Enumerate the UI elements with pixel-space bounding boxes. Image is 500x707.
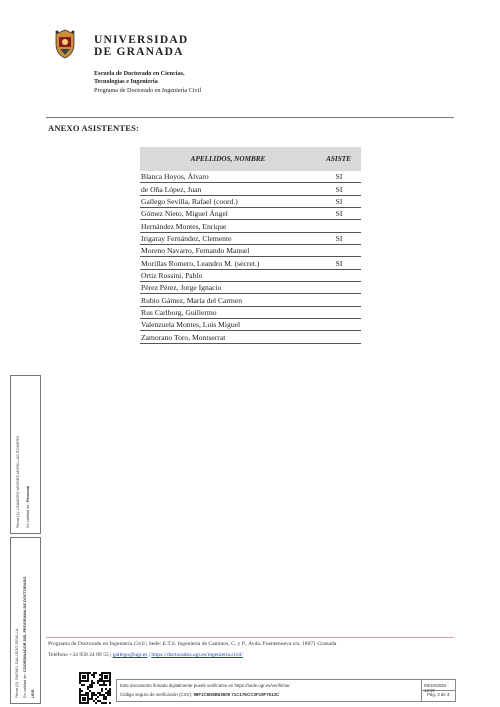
attendee-attend: SI [316,232,361,244]
table-row [140,245,361,257]
attendee-attend [316,331,361,343]
signature-1-role-value: Personal [25,485,30,503]
qr-code-icon [79,672,111,704]
signature-2-line3: UGR [30,689,35,698]
signature-box-1 [10,375,41,534]
table-row [140,183,361,195]
table-row [140,306,361,318]
attendee-attend [316,282,361,294]
footer-email-link[interactable]: gallego@ugr.es [112,652,148,658]
university-name-line1: UNIVERSIDAD [94,34,189,46]
attendee-name: Ortiz Rossini, Pablo [140,269,316,281]
attendee-name: Rus Carlborg, Guillermo [140,306,316,318]
attendee-name: Morillas Romero, Leandro M. (secret.) [140,257,316,269]
attendee-name: Pérez Pérez, Jorge Ignacio [140,282,316,294]
signature-2-line2 [22,577,27,698]
footer-web-link[interactable]: https://doctorados.ugr.es/ingenieria.civil/ [151,652,243,658]
attendee-name: Valenzuela Montes, Luis Miguel [140,319,316,331]
attendee-attend [316,269,361,281]
signature-1-role-label: En calidad de: [25,503,30,528]
school-block [94,70,201,95]
table-row [140,257,361,269]
attendee-attend: SI [316,208,361,220]
attendee-attend [316,220,361,232]
col-header-name: APELLIDOS, NOMBRE [140,147,316,171]
attendee-attend [316,294,361,306]
school-line2: Tecnologías e Ingeniería [94,78,158,86]
attendee-attend: SI [316,171,361,183]
attendee-name: de Oña López, Juan [140,183,316,195]
signature-1-line1: Firma (1): LEANDRO MOISES MORILLAS ROMERO [15,435,20,528]
table-row [140,294,361,306]
school-line1: Escuela de Doctorado en Ciencias, [94,70,185,77]
header-divider [46,117,454,118]
attendee-attend [316,319,361,331]
attendee-attend: SI [316,257,361,269]
table-row [140,331,361,343]
attendee-attend [316,245,361,257]
signature-box-2 [10,537,41,704]
footer-address: Programa de Doctorado en Ingeniería Civil | Sede: E.T.S. Ingeniería de Caminos, C. y P., Avda. Fuentenueva s/n, 18071 Granada [48,641,337,647]
table-row [140,195,361,207]
table-row [140,220,361,232]
page-number: Pág. 3 de 3 [427,692,450,697]
attendee-name: Rubio Gámez, María del Carmen [140,294,316,306]
university-seal-icon [50,28,80,60]
attendee-attend: SI [316,195,361,207]
table-row [140,171,361,183]
attendee-name: Gómez Nieto, Miguel Ángel [140,208,316,220]
signature-2-role-label: En calidad de: [22,673,27,698]
footer-separator: | [148,652,150,658]
attendee-name: Zamorano Toro, Montserrat [140,331,316,343]
csv-label: Código seguro de verificación (CSV): [120,692,193,697]
attendee-name: Hernández Montes, Enrique [140,220,316,232]
program-line: Programa de Doctorado en Ingeniería Civil [94,86,202,94]
verification-text: Este documento firmado digitalmente puede verificarse en https://sede.ugr.es/verifirma/ [120,683,290,688]
csv-code: 98F1C8D8B63609 71C17ECC3F19F7613C [193,692,280,697]
annex-title: ANEXO ASISTENTES: [48,123,140,133]
table-row [140,319,361,331]
footer-divider [46,637,454,638]
verification-box [116,679,456,702]
verification-datetime: 09/10/2025 - 12:07 [424,683,449,693]
footer-phone: Teléfono +34 958 24 89 55 | [48,652,112,658]
attendees-table [140,147,361,344]
table-row [140,232,361,244]
table-row [140,282,361,294]
attendee-attend [316,306,361,318]
university-name-line2: DE GRANADA [94,46,184,58]
signature-1-line2 [25,486,30,528]
attendee-name: Moreno Navarro, Fernando Manuel [140,245,316,257]
table-header-row [140,147,361,171]
table-row [140,208,361,220]
footer-contact [48,652,243,658]
attendee-attend: SI [316,183,361,195]
attendee-name: Gallego Sevilla, Rafael (coord.) [140,195,316,207]
signature-2-line1: Firma (2): RAFAEL GALLEGO SEVILLA [14,628,19,698]
signature-2-role-value: COORDINADOR DEL PROGRAMA DE DOCTORADO [22,576,27,673]
table-row [140,269,361,281]
attendee-name: Irigaray Fernández, Clemente [140,232,316,244]
col-header-attend: ASISTE [316,147,361,171]
attendee-name: Blanca Hoyos, Álvaro [140,171,316,183]
verification-csv-line [120,692,279,697]
